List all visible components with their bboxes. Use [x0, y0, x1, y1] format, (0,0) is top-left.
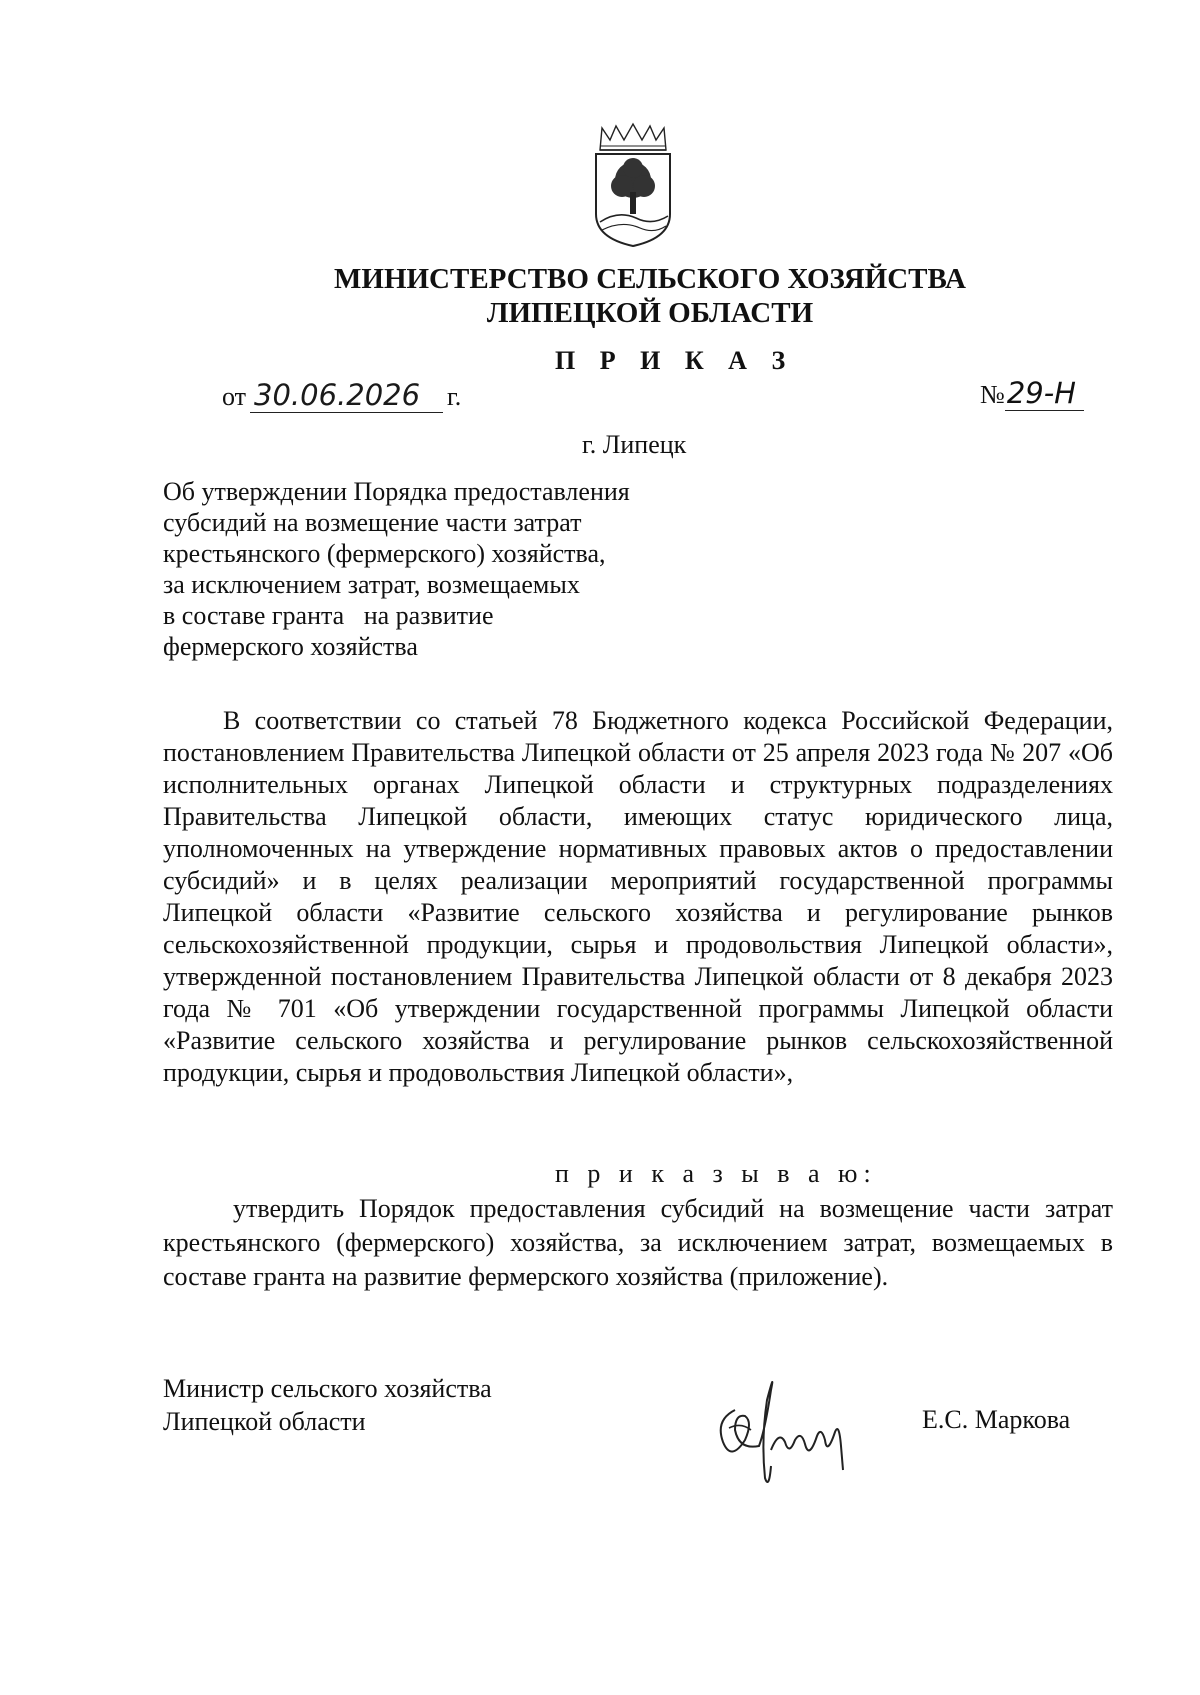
- subject-line: фермерского хозяйства: [163, 632, 418, 661]
- document-type: П Р И К А З: [555, 346, 795, 375]
- decision: [163, 1192, 1113, 1294]
- date-prefix: от: [222, 382, 247, 411]
- order-number: [980, 376, 1084, 411]
- signatory-post: [163, 1372, 492, 1438]
- date-suffix: г.: [447, 382, 462, 411]
- handwritten-signature: [705, 1370, 885, 1490]
- subject-line: крестьянского (фермерского) хозяйства,: [163, 539, 606, 568]
- ministry-name-line2: ЛИПЕЦКОЙ ОБЛАСТИ: [486, 297, 814, 329]
- date-value: 30.06.2026: [250, 378, 443, 413]
- subject-line: в составе гранта на развитие: [163, 601, 494, 630]
- order-subject: [163, 476, 723, 662]
- subject-line: субсидий на возмещение части затрат: [163, 508, 582, 537]
- post-line2: Липецкой области: [163, 1407, 366, 1436]
- post-line1: Министр сельского хозяйства: [163, 1374, 492, 1403]
- ministry-name-line1: МИНИСТЕРСТВО СЕЛЬСКОГО ХОЗЯЙСТВА: [334, 263, 966, 295]
- order-date: [222, 378, 461, 413]
- subject-line: Об утверждении Порядка предоставления: [163, 477, 630, 506]
- preamble: [163, 705, 1113, 1089]
- number-value: 29-Н: [1005, 376, 1084, 411]
- subject-line: за исключением затрат, возмещаемых: [163, 570, 580, 599]
- order-verb: п р и к а з ы в а ю:: [555, 1159, 877, 1188]
- number-prefix: №: [980, 380, 1005, 409]
- decision-paragraph: утвердить Порядок предоставления субсидий на возмещение части затрат крестьянского (фермерского) хозяйства, за исключением затрат, возмещаемых в составе гранта на развитие фермерского хозяйства (приложение).: [163, 1194, 1113, 1291]
- ministry-name: [0, 262, 1200, 330]
- signer-name: Е.С. Маркова: [922, 1405, 1071, 1434]
- city: г. Липецк: [582, 430, 687, 459]
- coat-of-arms-emblem: [588, 122, 678, 250]
- preamble-paragraph: В соответствии со статьей 78 Бюджетного кодекса Российской Федерации, постановлением Правительства Липецкой области от 25 апреля 2023 года № 207 «Об исполнительных органах Липецкой области и структурных подразделениях Правительства Липецкой области, имеющих статус юридического лица, уполномоченных на утверждение нормативных правовых актов о предоставлении субсидий» и в целях реализации мероприятий государственной программы Липецкой области «Развитие сельского хозяйства и регулирование рынков сельскохозяйственной продукции, сырья и продовольствия Липецкой области», утвержденной постановлением Правительства Липецкой области от 8 декабря 2023 года № 701 «Об утверждении государственной программы Липецкой области «Развитие сельского хозяйства и регулирование рынков сельскохозяйственной продукции, сырья и продовольствия Липецкой области»,: [163, 706, 1113, 1087]
